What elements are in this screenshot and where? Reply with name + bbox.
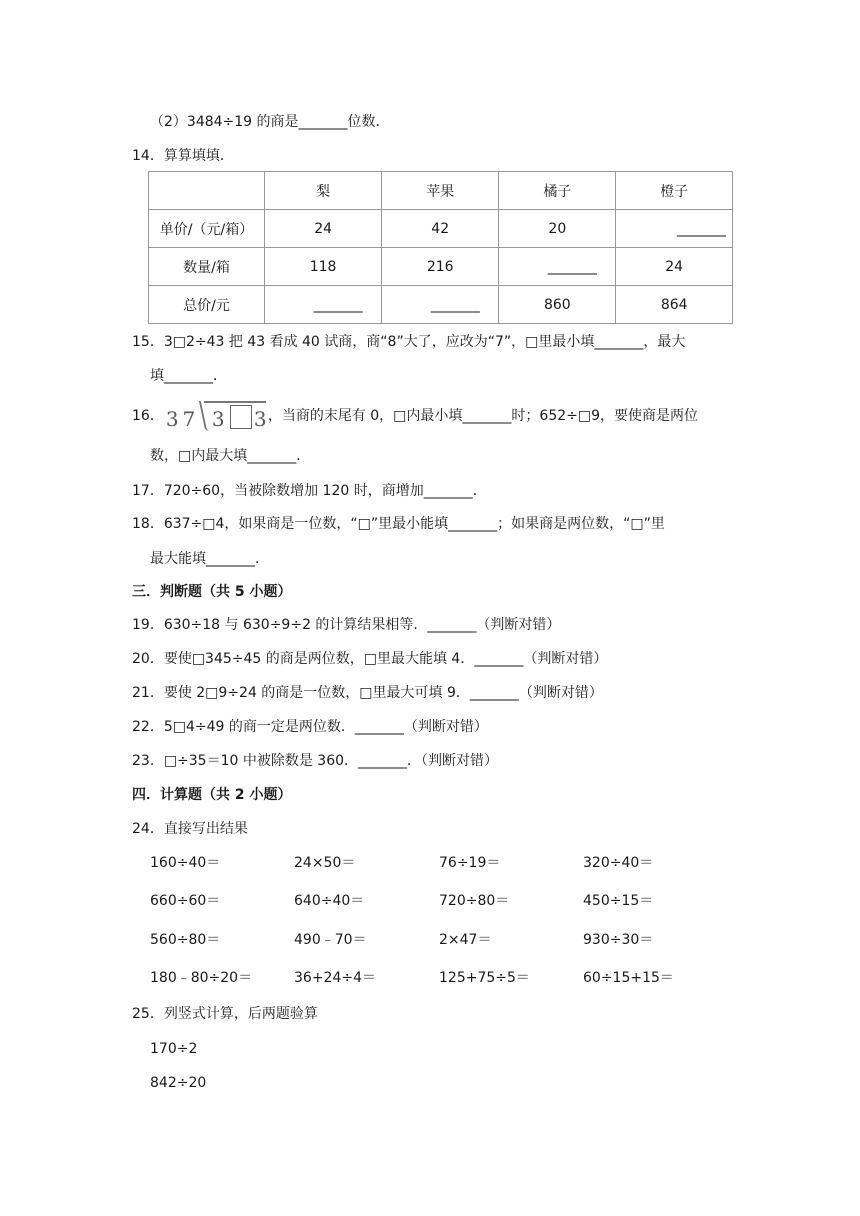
table-cell: 42 [382, 210, 499, 248]
table-cell: 20 [499, 210, 616, 248]
calc-item: 160÷40＝ [150, 855, 221, 871]
q24-title: 24．直接写出结果 [132, 821, 248, 837]
q13-part2: （2）3484÷19 的商是_______位数． [150, 114, 390, 130]
table-header-cell: 橙子 [616, 172, 733, 210]
q16-number: 16． [132, 408, 164, 424]
q16-text: ，当商的末尾有 0，□内最小填_______时；652÷□9，要使商是两位 [267, 408, 698, 424]
calc-item: 60÷15+15＝ [583, 970, 674, 986]
divisor-digits: 37 [165, 407, 200, 431]
table-row [149, 286, 733, 324]
calc-item: 490﹣70＝ [294, 932, 367, 948]
blank-box [230, 405, 252, 429]
table-cell-blank: _______ [499, 248, 616, 286]
table-row [149, 248, 733, 286]
calc-item: 640÷40＝ [294, 893, 365, 909]
table-header-cell [149, 172, 265, 210]
q21: 21．要使 2□9÷24 的商是一位数，□里最大可填 9．_______（判断对错） [132, 685, 603, 701]
dividend-digit: 3 [211, 407, 225, 431]
calc-item: 125+75÷5＝ [439, 970, 530, 986]
long-division-image [164, 401, 266, 431]
section-4-heading: 四．计算题（共 2 小题） [132, 787, 292, 803]
q23: 23．□÷35＝10 中被除数是 360．_______．（判断对错） [132, 753, 499, 769]
section-3-heading: 三．判断题（共 5 小题） [132, 584, 292, 600]
q20: 20．要使□345÷45 的商是两位数，□里最大能填 4．_______（判断对错） [132, 651, 608, 667]
calc-item: 660÷60＝ [150, 893, 221, 909]
table-cell: 216 [382, 248, 499, 286]
calc-item: 2×47＝ [439, 932, 492, 948]
calc-item: 930÷30＝ [583, 932, 654, 948]
q18-line1: 18．637÷□4，如果商是一位数，“□”里最小能填_______；如果商是两位数，“□”里 [132, 516, 665, 532]
table-cell-blank: _______ [265, 286, 382, 324]
q25-title: 25．列竖式计算，后两题验算 [132, 1006, 318, 1022]
q16-line2: 数，□内最大填_______． [150, 448, 311, 464]
table-row [149, 210, 733, 248]
calc-item: 720÷80＝ [439, 893, 510, 909]
table-cell-blank: _______ [616, 210, 733, 248]
table-cell: 118 [265, 248, 382, 286]
calc-item: 560÷80＝ [150, 932, 221, 948]
table-header-cell: 梨 [265, 172, 382, 210]
price-table [148, 171, 733, 324]
dividend-digit: 3 [253, 407, 267, 431]
q17: 17．720÷60，当被除数增加 120 时，商增加_______． [132, 483, 487, 499]
q18-line2: 最大能填_______． [150, 551, 269, 567]
calc-item: 76÷19＝ [439, 855, 501, 871]
q25-item: 170÷2 [150, 1041, 198, 1057]
q19: 19．630÷18 与 630÷9÷2 的计算结果相等．_______（判断对错） [132, 617, 561, 633]
table-cell-blank: _______ [382, 286, 499, 324]
calc-item: 36+24÷4＝ [294, 970, 376, 986]
calc-item: 24×50＝ [294, 855, 356, 871]
calc-item: 180﹣80÷20＝ [150, 970, 253, 986]
table-header-cell: 苹果 [382, 172, 499, 210]
table-cell: 864 [616, 286, 733, 324]
calc-item: 450÷15＝ [583, 893, 654, 909]
table-cell: 860 [499, 286, 616, 324]
table-cell: 24 [265, 210, 382, 248]
q14-title: 14．算算填填． [132, 148, 234, 164]
table-cell: 数量/箱 [149, 248, 265, 286]
table-cell: 总价/元 [149, 286, 265, 324]
q15-line2: 填_______． [150, 368, 227, 384]
q22: 22．5□4÷49 的商一定是两位数．_______（判断对错） [132, 719, 488, 735]
table-cell: 单价/（元/箱） [149, 210, 265, 248]
table-header-row [149, 172, 733, 210]
q15-line1: 15．3□2÷43 把 43 看成 40 试商，商“8”大了，应改为“7”，□里最小填_______，最大 [132, 334, 686, 350]
q25-item: 842÷20 [150, 1075, 207, 1091]
table-header-cell: 橘子 [499, 172, 616, 210]
table-cell: 24 [616, 248, 733, 286]
calc-item: 320÷40＝ [583, 855, 654, 871]
q16-line1 [132, 401, 698, 431]
